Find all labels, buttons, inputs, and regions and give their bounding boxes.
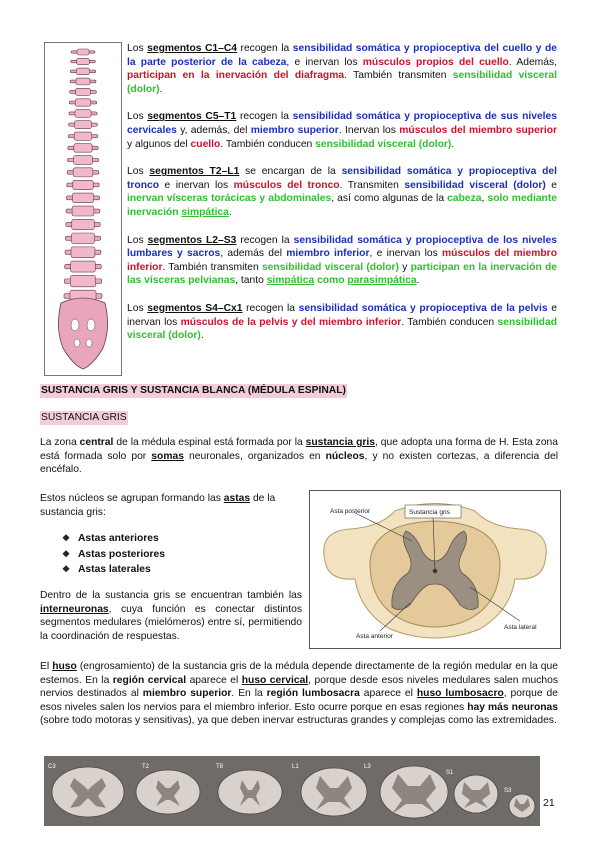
text-run: . — [200, 330, 204, 342]
vertebra — [71, 233, 94, 243]
text-run: sensibilidad visceral (dolor) — [315, 138, 452, 150]
text-run: aparece el — [186, 674, 242, 686]
text-run: e inervan los — [159, 179, 234, 191]
text-run: parasimpática — [347, 275, 417, 287]
segment-sections-strip — [44, 756, 540, 826]
text-run: sensibilidad visceral (dolor) — [261, 261, 399, 273]
text-run: sensibilidad somática y propioceptiva de los niveles lumbares y sacros — [127, 234, 557, 260]
spine-illustration — [44, 42, 122, 376]
text-run: . — [228, 206, 232, 218]
text-run: como — [314, 275, 348, 287]
text-run: , y no existen cortezas, a diferencia del encéfalo. — [40, 450, 558, 476]
label-asta-posterior: Asta posterior — [330, 508, 371, 515]
text-run: sensibilidad somática y propioceptiva de la pelvis — [298, 302, 548, 314]
text-run: participan en la inervación de las vísceras pelvianas — [127, 261, 558, 287]
text-run: . También conducen — [401, 316, 498, 328]
text-run: , e inervan los — [369, 248, 443, 260]
vertebra — [73, 180, 93, 189]
segment-s4-cx1 — [127, 302, 557, 343]
vertebra — [76, 68, 89, 75]
text-run: sensibilidad somática y propioceptiva del cuello y de la parte posterior de la cabeza — [127, 43, 557, 68]
text-run: y algunos del — [127, 138, 191, 150]
segment-c1-c4 — [127, 42, 557, 96]
vertebra — [72, 219, 95, 229]
paragraph-interneuronas — [40, 589, 302, 643]
text-run: El — [40, 661, 53, 672]
section-label: S1 — [446, 770, 454, 776]
text-run: (engrosamiento) de la sustancia gris de la médula depende directamente de la región medular en la que estemos. En la — [40, 661, 558, 686]
section-label: T8 — [216, 764, 224, 770]
vertebra — [75, 99, 91, 106]
text-run: participan en la inervación del diafragma — [127, 70, 345, 82]
text-run: recogen la — [236, 111, 293, 123]
text-run: La zona — [40, 437, 80, 448]
text-run: músculos del tronco — [233, 179, 340, 191]
list-item: ❖ Astas posteriores — [62, 548, 165, 560]
text-run: simpática — [181, 206, 229, 218]
text-run: , porque de esos niveles salen los nervios para el miembro inferior. Esto ocurre porque en esas regiones — [40, 688, 558, 713]
text-run: (sobre todo motoras y sensitivas), ya que deben inervar estructuras grandes y complejas como las extremidades. — [40, 715, 557, 727]
text-run: central — [79, 437, 114, 448]
text-run: miembro inferior — [286, 248, 370, 260]
text-run: , además del — [220, 248, 287, 260]
section-label: S3 — [504, 788, 512, 794]
text-run: hay más neuronas — [467, 701, 558, 713]
text-run: se encargan de la — [239, 166, 342, 178]
text-run: huso — [52, 661, 77, 672]
text-run: recogen la — [237, 43, 293, 54]
text-run: y — [398, 261, 411, 273]
sub-heading — [40, 407, 128, 425]
vertebra — [77, 58, 90, 64]
text-run: de la sustancia gris: — [40, 493, 276, 518]
segment-text-column — [127, 42, 557, 343]
text-run: , que adopta una forma de H. Esta zona está formada solo por — [40, 437, 559, 462]
list-item: ❖ Astas anteriores — [62, 533, 159, 544]
text-run: interneuronas — [40, 603, 109, 615]
section-label: T2 — [142, 764, 150, 770]
text-run: solo mediante inervación — [127, 193, 557, 218]
vertebra — [72, 193, 93, 203]
text-run: y, además, del — [176, 124, 251, 136]
text-run: somas — [151, 450, 184, 462]
text-run: cabeza — [447, 193, 482, 205]
label-sustancia-gris: Sustancia gris — [409, 509, 450, 516]
text-run: inervan vísceras torácicas y abdominales — [127, 193, 332, 205]
vertebra — [72, 206, 94, 216]
text-run: . También transmiten — [162, 261, 262, 273]
text-run: músculos de la pelvis y del miembro inferior — [180, 316, 402, 328]
text-run: Los — [127, 43, 148, 54]
text-run: astas — [223, 493, 251, 504]
paragraph-huso — [40, 660, 558, 728]
text-run: miembro superior — [250, 124, 339, 136]
text-run: recogen la — [242, 302, 299, 314]
vertebra — [71, 247, 95, 258]
paragraph-astas — [40, 492, 302, 519]
text-run: Dentro de la sustancia gris se encuentran también las — [40, 590, 302, 601]
text-run: e — [545, 179, 558, 191]
sub-heading-text: SUSTANCIA GRIS — [41, 412, 127, 423]
text-run: . También transmiten — [344, 70, 453, 82]
text-run: , e inervan los — [286, 56, 363, 68]
astas-list — [62, 531, 165, 578]
text-run: sensibilidad visceral (dolor) — [127, 316, 557, 342]
text-run: recogen la — [236, 234, 294, 246]
text-run: segmentos C1–C4 — [147, 43, 238, 54]
main-heading-text: SUSTANCIA GRIS Y SUSTANCIA BLANCA (MÉDULA ESPINAL) — [41, 385, 346, 396]
vertebra — [74, 144, 92, 153]
vertebra — [73, 168, 93, 177]
vertebra — [75, 121, 92, 129]
text-run: sensibilidad visceral (dolor) — [127, 70, 558, 95]
section-label: L3 — [364, 764, 371, 770]
text-run: , porque desde esos niveles medulares salen muchos nervios destinados al — [40, 674, 558, 700]
text-run: e inervan los — [127, 302, 557, 328]
text-run: miembro superior — [142, 688, 232, 700]
diamond-bullet-icon: ❖ — [62, 564, 71, 574]
text-run: , tanto — [235, 275, 267, 287]
text-run: sensibilidad visceral (dolor) — [404, 179, 546, 191]
main-heading — [40, 380, 347, 398]
text-run: segmentos S4–Cx1 — [147, 302, 243, 314]
label-asta-lateral: Asta lateral — [504, 624, 537, 631]
diamond-bullet-icon: ❖ — [62, 548, 71, 559]
text-run: cuello — [190, 138, 221, 150]
vertebra — [74, 156, 93, 165]
label-asta-anterior: Asta anterior — [356, 633, 393, 640]
page-number: 21 — [543, 797, 555, 809]
text-run: . Transmiten — [339, 179, 405, 191]
text-run: segmentos C5–T1 — [147, 111, 237, 123]
text-run: huso lumbosacro — [416, 688, 504, 700]
text-run: . — [451, 138, 455, 150]
text-run: núcleos — [325, 450, 365, 462]
vertebra — [71, 261, 96, 272]
vertebra — [76, 88, 91, 95]
list-item: ❖ Astas laterales — [62, 564, 151, 575]
text-run: región cervical — [112, 674, 187, 686]
text-run: de la médula espinal está formada por la — [113, 437, 306, 448]
text-run: . Además, — [508, 56, 557, 68]
vertebra — [75, 110, 91, 118]
vertebra — [70, 275, 95, 286]
text-run: Los — [127, 302, 148, 314]
segment-t2-l1 — [127, 165, 557, 219]
text-run: Los — [127, 234, 148, 246]
text-run: Los — [127, 166, 150, 178]
text-run: . — [416, 275, 420, 287]
text-run: sensibilidad somática y propioceptiva de sus niveles cervicales — [127, 111, 557, 136]
section-label: L1 — [292, 764, 299, 770]
text-run: neuronales, organizados en — [183, 450, 326, 462]
text-run: músculos del miembro superior — [399, 124, 557, 136]
text-run: , así como algunas de la — [331, 193, 448, 205]
text-run: segmentos T2–L1 — [149, 166, 240, 178]
section-label: C3 — [48, 764, 56, 770]
segment-c5-t1 — [127, 110, 557, 151]
text-run: Estos núcleos se agrupan formando las — [40, 493, 224, 504]
cross-section-diagram — [309, 490, 561, 649]
text-run: . En la — [231, 688, 267, 700]
text-run: Los — [127, 111, 148, 123]
text-run: . Inervan los — [338, 124, 400, 136]
diamond-bullet-icon: ❖ — [62, 533, 71, 543]
text-run: , — [481, 193, 488, 205]
text-run: aparece el — [359, 688, 417, 700]
text-run: simpática — [266, 275, 315, 287]
text-run: , cuya función es conectar distintos segmentos medulares (mielómeros) entre sí, permitiendo la coordinación de respuestas. — [40, 603, 302, 642]
text-run: huso cervical — [241, 674, 309, 686]
text-run: región lumbosacra — [266, 688, 360, 700]
text-run: segmentos L2–S3 — [147, 234, 237, 246]
text-run: sensibilidad somática y propioceptiva del tronco — [127, 166, 558, 191]
vertebra — [77, 49, 89, 55]
spine-figure — [45, 43, 121, 375]
text-run: músculos propios del cuello — [362, 56, 509, 68]
paragraph-central — [40, 436, 558, 477]
segment-l2-s3 — [127, 234, 557, 288]
text-run: sustancia gris — [305, 437, 375, 448]
text-run: músculos del miembro inferior — [127, 248, 557, 273]
text-run: . — [159, 83, 163, 95]
vertebra — [76, 78, 90, 85]
text-run: . También conducen — [220, 138, 316, 150]
vertebra — [74, 132, 92, 140]
